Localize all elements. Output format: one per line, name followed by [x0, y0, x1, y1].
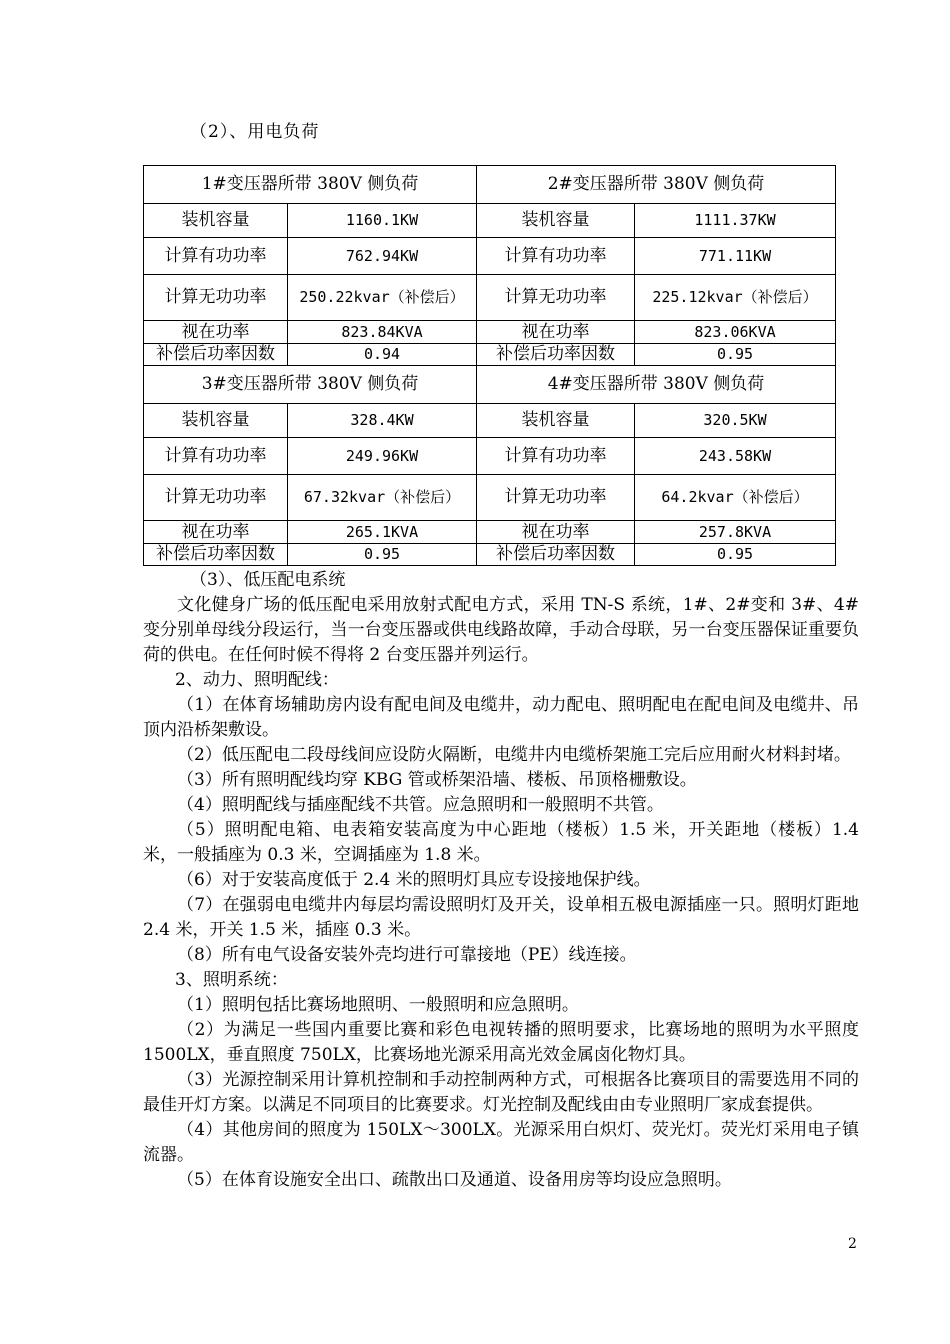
table-cell: 320.5KW	[635, 404, 836, 438]
section-heading: （2）、用电负荷	[190, 122, 320, 142]
table-row	[144, 321, 836, 344]
subsection-heading: 2、动力、照明配线：	[175, 670, 339, 690]
table-cell: 1160.1KW	[288, 204, 477, 238]
table-cell: 视在功率	[477, 521, 635, 544]
group-title: 3#变压器所带 380V 侧负荷	[144, 366, 477, 404]
table-cell: 计算有功功率	[144, 438, 288, 475]
paragraph: （4）照明配线与插座配线不共管。应急照明和一般照明不共管。	[177, 795, 664, 815]
table-cell: 视在功率	[477, 321, 635, 344]
paragraph: （1）在体育场辅助房内设有配电间及电缆井，动力配电、照明配电在配电间及电缆井、吊顶内沿桥架敷设。	[143, 695, 859, 740]
paragraph: （3）光源控制采用计算机控制和手动控制两种方式，可根据各比赛项目的需要选用不同的最佳开灯方案。以满足不同项目的比赛要求。灯光控制及配线由由专业照明厂家成套提供。	[143, 1070, 859, 1115]
table-row	[144, 275, 836, 321]
table-group-header	[144, 166, 836, 204]
table-cell: 计算有功功率	[144, 238, 288, 275]
paragraph: （4）其他房间的照度为 150LX～300LX。光源采用白炽灯、荧光灯。荧光灯采用电子镇流器。	[143, 1120, 859, 1165]
table-cell: 243.58KW	[635, 438, 836, 475]
table-row	[144, 438, 836, 475]
subsection-heading: （3）、低压配电系统	[190, 570, 346, 590]
table-cell: 823.84KVA	[288, 321, 477, 344]
paragraph: （2）低压配电二段母线间应设防火隔断，电缆井内电缆桥架施工完后应用耐火材料封堵。	[177, 745, 851, 765]
table-cell: 771.11KW	[635, 238, 836, 275]
table-cell: 视在功率	[144, 521, 288, 544]
table-group-header	[144, 366, 836, 404]
table-cell: 250.22kvar（补偿后）	[288, 275, 477, 321]
table-row	[144, 475, 836, 521]
paragraph: （5）照明配电箱、电表箱安装高度为中心距地（楼板）1.5 米，开关距地（楼板）1.4 米，一般插座为 0.3 米，空调插座为 1.8 米。	[143, 820, 859, 865]
group-title: 4#变压器所带 380V 侧负荷	[477, 366, 836, 404]
table-cell: 64.2kvar（补偿后）	[635, 475, 836, 521]
table-cell: 计算无功功率	[144, 275, 288, 321]
paragraph: （3）所有照明配线均穿 KBG 管或桥架沿墙、楼板、吊顶格栅敷设。	[177, 770, 697, 790]
subsection-heading: 3、照明系统：	[175, 970, 288, 990]
table-cell: 0.94	[288, 344, 477, 366]
table-cell: 249.96KW	[288, 438, 477, 475]
table-cell: 装机容量	[477, 404, 635, 438]
table-cell: 计算无功功率	[144, 475, 288, 521]
table-cell: 762.94KW	[288, 238, 477, 275]
paragraph: （8）所有电气设备安装外壳均进行可靠接地（PE）线连接。	[177, 945, 637, 965]
table-row	[144, 204, 836, 238]
paragraph: 文化健身广场的低压配电采用放射式配电方式，采用 TN-S 系统，1#、2#变和 3#、4#变分别单母线分段运行，当一台变压器或供电线路故障，手动合母联，另一台变压器保证重要负荷的供电。在任何时候不得将 2 台变压器并列运行。	[143, 595, 859, 665]
table-cell: 257.8KVA	[635, 521, 836, 544]
table-cell: 265.1KVA	[288, 521, 477, 544]
page-number: 2	[848, 1236, 857, 1252]
paragraph: （5）在体育设施安全出口、疏散出口及通道、设备用房等均设应急照明。	[177, 1170, 732, 1190]
group-title: 1#变压器所带 380V 侧负荷	[144, 166, 477, 204]
table-cell: 823.06KVA	[635, 321, 836, 344]
table-cell: 计算无功功率	[477, 275, 635, 321]
table-cell: 0.95	[635, 544, 836, 566]
table-row	[144, 544, 836, 566]
load-table	[143, 165, 836, 566]
paragraph: （1）照明包括比赛场地照明、一般照明和应急照明。	[177, 995, 579, 1015]
table-cell: 计算无功功率	[477, 475, 635, 521]
table-cell: 328.4KW	[288, 404, 477, 438]
table-row	[144, 238, 836, 275]
table-row	[144, 344, 836, 366]
table-cell: 装机容量	[477, 204, 635, 238]
table-cell: 计算有功功率	[477, 438, 635, 475]
table-cell: 视在功率	[144, 321, 288, 344]
paragraph: （6）对于安装高度低于 2.4 米的照明灯具应专设接地保护线。	[177, 870, 651, 890]
table-cell: 装机容量	[144, 204, 288, 238]
table-row	[144, 521, 836, 544]
table-cell: 67.32kvar（补偿后）	[288, 475, 477, 521]
table-cell: 225.12kvar（补偿后）	[635, 275, 836, 321]
table-cell: 1111.37KW	[635, 204, 836, 238]
table-cell: 0.95	[288, 544, 477, 566]
table-cell: 装机容量	[144, 404, 288, 438]
table-cell: 补偿后功率因数	[144, 344, 288, 366]
table-cell: 补偿后功率因数	[477, 344, 635, 366]
paragraph: （2）为满足一些国内重要比赛和彩色电视转播的照明要求，比赛场地的照明为水平照度 1500LX，垂直照度 750LX，比赛场地光源采用高光效金属卤化物灯具。	[143, 1020, 859, 1065]
table-cell: 0.95	[635, 344, 836, 366]
table-cell: 补偿后功率因数	[477, 544, 635, 566]
group-title: 2#变压器所带 380V 侧负荷	[477, 166, 836, 204]
table-cell: 补偿后功率因数	[144, 544, 288, 566]
paragraph: （7）在强弱电电缆井内每层均需设照明灯及开关，设单相五极电源插座一只。照明灯距地 2.4 米，开关 1.5 米，插座 0.3 米。	[143, 895, 859, 940]
body-text	[143, 568, 859, 1193]
table-row	[144, 404, 836, 438]
table-cell: 计算有功功率	[477, 238, 635, 275]
